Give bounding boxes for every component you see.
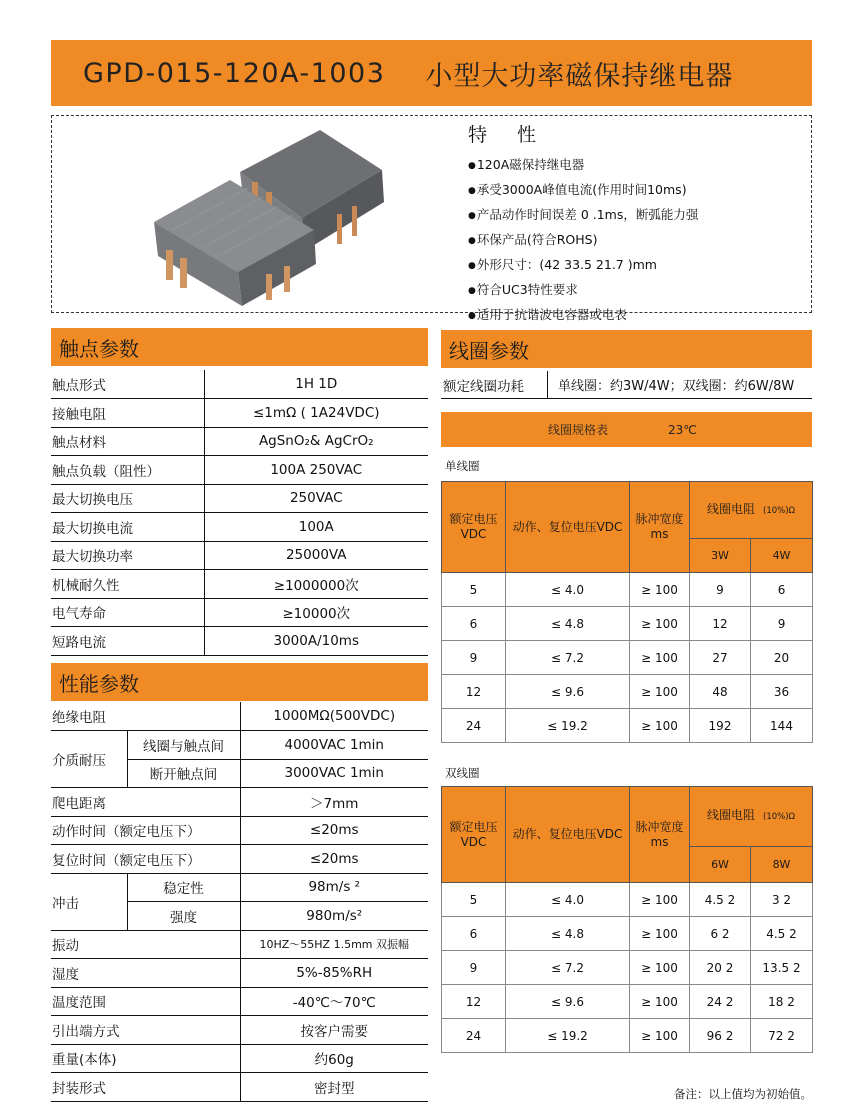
feature-item: ● 120A磁保持继电器	[468, 153, 698, 178]
table-row: 最大切换电压 250VAC	[51, 484, 428, 513]
table-cell: ≤ 4.0	[506, 883, 630, 917]
footnote: 备注：以上值均为初始值。	[674, 1087, 812, 1101]
header-pick: 动作、复位电压VDC	[506, 482, 630, 573]
table-cell: ≥ 100	[630, 1019, 690, 1053]
table-row	[442, 709, 813, 743]
table-row: 引出端方式 按客户需要	[51, 1016, 428, 1045]
table-row	[442, 917, 813, 951]
header-col-3w: 3W	[690, 539, 751, 573]
performance-table	[51, 702, 428, 1102]
table-cell: 18 2	[751, 985, 813, 1019]
header-col-4w: 4W	[751, 539, 813, 573]
table-row	[442, 641, 813, 675]
coil-spec-title: 线圈规格表	[548, 423, 609, 437]
table-cell: 6	[442, 607, 506, 641]
table-cell: ≥ 100	[630, 985, 690, 1019]
table-cell: ≥ 100	[630, 951, 690, 985]
table-row: 断开触点间 3000VAC 1min	[51, 759, 428, 788]
header-col-6w: 6W	[690, 847, 751, 883]
header-pick: 动作、复位电压VDC	[506, 787, 630, 883]
table-cell: ≤ 9.6	[506, 675, 630, 709]
table-cell: ≥ 100	[630, 641, 690, 675]
table-cell: ≥ 100	[630, 573, 690, 607]
feature-item: ● 环保产品(符合ROHS)	[468, 228, 698, 253]
dual-coil-table	[441, 786, 813, 1053]
table-row	[442, 607, 813, 641]
table-cell: 3 2	[751, 883, 813, 917]
table-row: 振动 10HZ～55HZ 1.5mm 双振幅	[51, 930, 428, 959]
table-cell: 9	[751, 607, 813, 641]
performance-section-title: 性能参数	[51, 663, 428, 701]
table-cell: ≤ 4.0	[506, 573, 630, 607]
table-row	[442, 1019, 813, 1053]
table-cell: 5	[442, 883, 506, 917]
table-row	[442, 883, 813, 917]
table-cell: 12	[690, 607, 751, 641]
table-cell: 6 2	[690, 917, 751, 951]
table-row: 接触电阻 ≤1mΩ ( 1A24VDC)	[51, 399, 428, 428]
single-coil-title: 单线圈	[445, 459, 480, 473]
table-cell: 24	[442, 1019, 506, 1053]
coil-power-row	[441, 371, 812, 399]
table-cell: 12	[442, 985, 506, 1019]
table-cell: 20 2	[690, 951, 751, 985]
header-voltage: 额定电压 VDC	[442, 787, 506, 883]
table-row: 温度范围 -40℃～70℃	[51, 987, 428, 1016]
header-col-8w: 8W	[751, 847, 813, 883]
table-cell: 9	[690, 573, 751, 607]
table-cell: 96 2	[690, 1019, 751, 1053]
header-voltage: 额定电压 VDC	[442, 482, 506, 573]
table-cell: 6	[442, 917, 506, 951]
table-row: 重量(本体) 约60g	[51, 1044, 428, 1073]
coil-spec-temp: 23℃	[668, 422, 697, 437]
table-cell: 9	[442, 641, 506, 675]
table-row: 强度 980m/s²	[51, 902, 428, 931]
table-cell: 6	[751, 573, 813, 607]
table-row: 介质耐压 线圈与触点间 4000VAC 1min	[51, 731, 428, 760]
table-row	[442, 951, 813, 985]
feature-item: ● 符合UC3特性要求	[468, 278, 698, 303]
contact-table	[51, 370, 428, 656]
table-row: 湿度 5%-85%RH	[51, 959, 428, 988]
coil-power-label: 额定线圈功耗	[441, 371, 548, 398]
coil-section-title: 线圈参数	[441, 330, 812, 368]
table-cell: ≥ 100	[630, 607, 690, 641]
table-cell: ≥ 100	[630, 709, 690, 743]
dual-coil-title: 双线圈	[445, 766, 480, 780]
header-pulse: 脉冲宽度 ms	[630, 482, 690, 573]
table-row: 最大切换功率 25000VA	[51, 541, 428, 570]
feature-item: ● 承受3000A峰值电流(作用时间10ms)	[468, 178, 698, 203]
table-row: 触点负载（阻性） 100A 250VAC	[51, 456, 428, 485]
table-cell: ≤ 4.8	[506, 607, 630, 641]
single-coil-table	[441, 481, 813, 743]
table-cell: 24	[442, 709, 506, 743]
coil-power-value: 单线圈：约3W/4W；双线圈：约6W/8W	[558, 379, 795, 394]
table-cell: 12	[442, 675, 506, 709]
relay-photo	[62, 122, 442, 308]
table-cell: 27	[690, 641, 751, 675]
feature-item: ● 外形尺寸：(42 33.5 21.7 )mm	[468, 253, 698, 278]
table-row: 动作时间（额定电压下） ≤20ms	[51, 816, 428, 845]
product-overview	[51, 115, 812, 322]
header-pulse: 脉冲宽度 ms	[630, 787, 690, 883]
table-row: 爬电距离 ＞7mm	[51, 788, 428, 817]
table-cell: ≤ 4.8	[506, 917, 630, 951]
table-row: 绝缘电阻 1000MΩ(500VDC)	[51, 702, 428, 731]
table-cell: 5	[442, 573, 506, 607]
table-row: 电气寿命 ≥10000次	[51, 598, 428, 627]
table-cell: 4.5 2	[751, 917, 813, 951]
table-cell: ≥ 100	[630, 675, 690, 709]
table-cell: 20	[751, 641, 813, 675]
table-cell: ≤ 19.2	[506, 1019, 630, 1053]
table-cell: 72 2	[751, 1019, 813, 1053]
table-cell: 36	[751, 675, 813, 709]
table-cell: ≤ 9.6	[506, 985, 630, 1019]
table-cell: ≤ 7.2	[506, 951, 630, 985]
table-cell: 48	[690, 675, 751, 709]
table-cell: ≥ 100	[630, 883, 690, 917]
table-cell: 24 2	[690, 985, 751, 1019]
table-row: 短路电流 3000A/10ms	[51, 627, 428, 656]
feature-item: ● 适用于抗谐波电容器或电表	[468, 303, 698, 328]
table-row: 触点材料 AgSnO₂& AgCrO₂	[51, 427, 428, 456]
table-row	[442, 573, 813, 607]
table-row: 机械耐久性 ≥1000000次	[51, 570, 428, 599]
table-row	[442, 675, 813, 709]
table-cell: 4.5 2	[690, 883, 751, 917]
table-cell: ≤ 7.2	[506, 641, 630, 675]
table-row: 复位时间（额定电压下） ≤20ms	[51, 845, 428, 874]
table-cell: 192	[690, 709, 751, 743]
contact-section-title: 触点参数	[51, 328, 428, 366]
table-cell: ≥ 100	[630, 917, 690, 951]
table-cell: ≤ 19.2	[506, 709, 630, 743]
features-list	[468, 120, 698, 328]
product-name: 小型大功率磁保持继电器	[425, 60, 734, 92]
table-row	[442, 985, 813, 1019]
title-bar	[51, 40, 812, 106]
coil-spec-bar	[441, 412, 812, 447]
header-resistance: 线圈电阻 (10%)Ω	[690, 482, 813, 539]
table-row: 触点形式 1H 1D	[51, 370, 428, 399]
features-title: 特 性	[468, 124, 549, 146]
table-cell: 9	[442, 951, 506, 985]
table-cell: 144	[751, 709, 813, 743]
table-cell: 13.5 2	[751, 951, 813, 985]
product-code: GPD-015-120A-1003	[83, 57, 386, 89]
table-row: 冲击 稳定性 98m/s ²	[51, 873, 428, 902]
table-row: 最大切换电流 100A	[51, 513, 428, 542]
feature-item: ● 产品动作时间误差 0 .1ms，断弧能力强	[468, 203, 698, 228]
header-resistance: 线圈电阻 (10%)Ω	[690, 787, 813, 847]
table-row: 封装形式 密封型	[51, 1073, 428, 1102]
